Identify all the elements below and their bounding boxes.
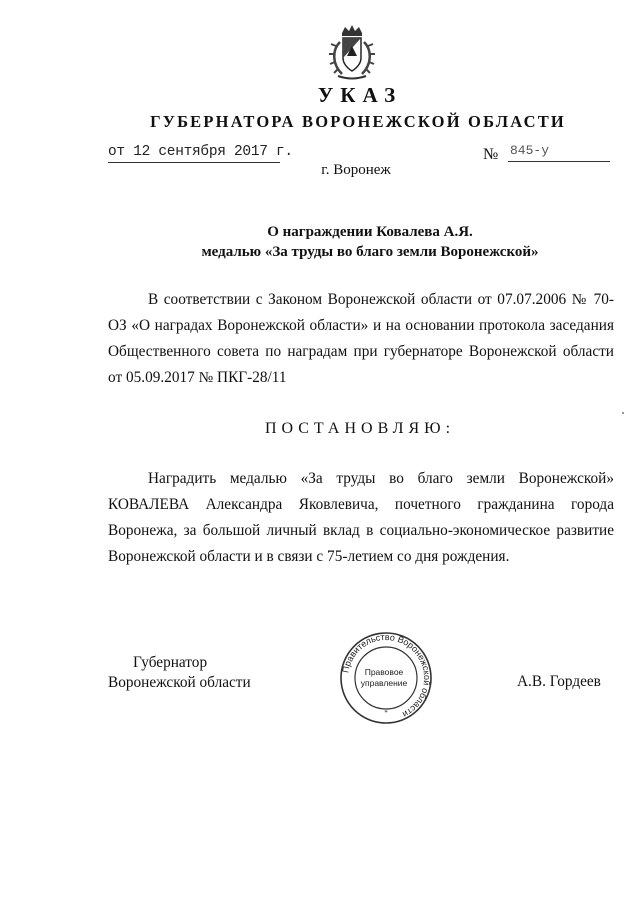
signatory-position [108,653,251,693]
legal-department-stamp [338,630,434,726]
signatory-name: А.В. Гордеев [517,673,601,690]
document-type-title: УКАЗ [317,83,403,107]
scan-speck [622,412,624,414]
city-line: г. Воронеж [321,162,391,178]
stamp-star-icon: * [384,709,388,717]
stamp-inner-line-2: управление [360,678,408,688]
voronezh-coat-of-arms-icon [328,24,376,82]
document-date: от 12 сентября 2017 г. [108,144,280,163]
document-number: 845-у [508,143,610,162]
position-line-2: Воронежской области [108,674,251,691]
heading-line-2: медалью «За труды во благо земли Воронежской» [201,244,539,260]
issuer-subtitle: ГУБЕРНАТОРА ВОРОНЕЖСКОЙ ОБЛАСТИ [150,112,566,131]
stamp-inner-line-1: Правовое [364,667,404,677]
number-label: № [483,146,499,163]
stamp-outer-text: Правительство Воронежской области [340,631,433,720]
position-line-1: Губернатор [133,654,208,671]
preamble-paragraph: В соответствии с Законом Воронежской области от 07.07.2006 № 70-ОЗ «О наградах Воронежской области» и на основании протокола заседания Общественного совета по наградам при губернаторе Воронежской области от 05.09.2017 № ПКГ-28/11 [108,291,614,386]
decree-paragraph: Наградить медалью «За труды во благо земли Воронежской» КОВАЛЕВА Александра Яковлевича, почетного гражданина города Воронежа, за большой личный вклад в социально-экономическое развитие Воронежской области и в связи с 75-летием со дня рождения. [108,470,614,565]
heading-line-1: О награждении Ковалева А.Я. [267,224,473,240]
document-heading [0,222,640,262]
decree-word: ПОСТАНОВЛЯЮ: [264,420,456,437]
